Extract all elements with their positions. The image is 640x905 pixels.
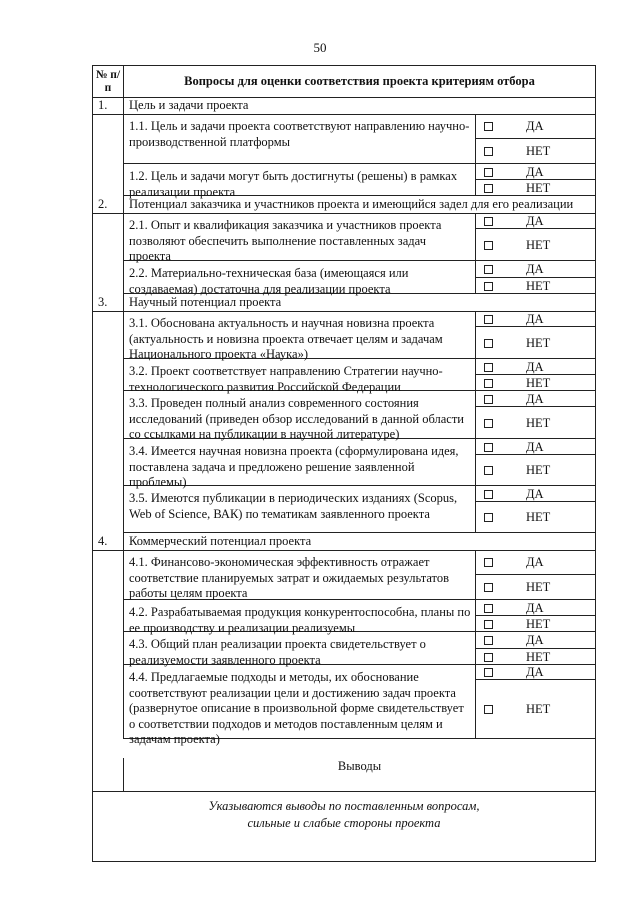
conclusions-note-line1: Указываются выводы по поставленным вопросам, [208,799,480,813]
question-row [93,391,595,439]
question-number-cell [93,439,124,486]
question-text: 3.1. Обоснована актуальность и научная новизна проекта (актуальность и новизна проекта отвечает целям и задачам Национального проекта «Наука») [124,311,476,359]
section-title: Научный потенциал проекта [129,295,282,309]
checkbox-yes[interactable] [484,122,493,131]
checkbox-no[interactable] [484,513,493,522]
question-row [93,311,595,359]
option-yes-label: ДА [526,165,544,179]
option-yes-label: ДА [526,601,544,615]
section-title: Цель и задачи проекта [129,98,249,112]
option-yes-label: ДА [526,360,544,374]
checkbox-no[interactable] [484,583,493,592]
checkbox-no[interactable] [484,466,493,475]
checkbox-yes[interactable] [484,168,493,177]
option-yes [476,439,595,455]
question-number-cell [93,164,124,196]
question-number-cell [93,359,124,391]
header-num-label: № п/п [93,66,124,97]
conclusions-note-line2: сильные и слабые стороны проекта [247,816,441,830]
question-text: 3.2. Проект соответствует направлению Стратегии научно-технологического развития Российской Федерации [124,359,476,391]
question-text: 2.2. Материально-техническая база (имеющаяся или создаваемая) достаточна для реализации проекта [124,261,476,294]
option-no [476,180,595,196]
question-row [93,550,595,600]
option-yes-label: ДА [526,487,544,501]
option-no-label: НЕТ [526,463,551,477]
checkbox-no[interactable] [484,705,493,714]
checkbox-no[interactable] [484,339,493,348]
option-no-label: НЕТ [526,702,551,716]
option-yes [476,311,595,327]
section-row [93,196,595,214]
section-number: 2. [93,196,124,213]
option-no [476,680,595,739]
section-row [93,294,595,312]
question-number-cell [93,213,124,261]
checkbox-yes[interactable] [484,636,493,645]
option-no [476,649,595,665]
section-row [93,533,595,551]
question-row [93,359,595,394]
option-yes [476,600,595,616]
option-yes [476,632,595,649]
option-yes-label: ДА [526,633,544,647]
checkbox-yes[interactable] [484,604,493,613]
option-no-label: НЕТ [526,238,551,252]
checkbox-no[interactable] [484,379,493,388]
question-number-cell [93,311,124,359]
question-text: 3.5. Имеются публикации в периодических изданиях (Scopus, Web of Science, ВАК) по тематикам заявленного проекта [124,486,476,533]
section-title: Потенциал заказчика и участников проекта и имеющийся задел для его реализации [129,197,574,211]
option-no [476,455,595,486]
question-row [93,632,595,665]
option-yes-label: ДА [526,262,544,276]
checkbox-yes[interactable] [484,668,493,677]
option-no-label: НЕТ [526,376,551,390]
checkbox-no[interactable] [484,147,493,156]
option-no-label: НЕТ [526,650,551,664]
question-text: 4.4. Предлагаемые подходы и методы, их обоснование соответствуют реализации цели и достижению задач проекта (развернутое описание в произвольной форме свидетельствует о соответствии подходов и методов поставленным целям и задачам проекта) [124,665,476,739]
checkbox-yes[interactable] [484,217,493,226]
evaluation-table [92,65,596,862]
question-text: 3.4. Имеется научная новизна проекта (сформулирована идея, поставлена задача и предложено решение заявленной проблемы) [124,439,476,486]
question-number-cell [93,665,124,739]
question-number-cell [93,391,124,439]
question-number-cell [93,550,124,600]
checkbox-yes[interactable] [484,265,493,274]
checkbox-no[interactable] [484,419,493,428]
option-yes-label: ДА [526,214,544,228]
checkbox-yes[interactable] [484,490,493,499]
option-no [476,327,595,359]
option-yes-label: ДА [526,119,544,133]
option-yes [476,261,595,278]
question-text: 4.1. Финансово-экономическая эффективность отражает соответствие планируемых затрат и ожидаемых результатов работы целям проекта [124,550,476,600]
option-yes [476,391,595,407]
checkbox-yes[interactable] [484,395,493,404]
option-yes-label: ДА [526,392,544,406]
option-yes [476,665,595,680]
option-no [476,278,595,294]
question-row [93,114,595,164]
option-no-label: НЕТ [526,580,551,594]
option-no [476,407,595,439]
question-number-cell [93,632,124,665]
option-no-label: НЕТ [526,336,551,350]
option-yes [476,550,595,575]
option-yes [476,213,595,229]
option-yes-label: ДА [526,665,544,679]
question-text: 4.2. Разрабатываемая продукция конкурентоспособна, планы по ее производству и реализации реализуемы [124,600,476,632]
option-no [476,375,595,391]
question-row [93,486,595,533]
section-number: 4. [93,533,124,550]
question-text: 4.3. Общий план реализации проекта свидетельствует о реализуемости заявленного проекта [124,632,476,665]
header-title: Вопросы для оценки соответствия проекта критериям отбора [184,74,535,88]
checkbox-yes[interactable] [484,315,493,324]
option-yes-label: ДА [526,555,544,569]
question-number-cell [93,261,124,294]
conclusions-note [93,798,595,832]
option-no-label: НЕТ [526,144,551,158]
option-no-label: НЕТ [526,510,551,524]
option-no [476,229,595,261]
section-title: Коммерческий потенциал проекта [129,534,312,548]
checkbox-yes[interactable] [484,558,493,567]
checkbox-no[interactable] [484,241,493,250]
section-row [93,97,595,115]
option-yes [476,359,595,375]
question-text: 1.2. Цель и задачи могут быть достигнуты (решены) в рамках реализации проекта [124,164,476,196]
checkbox-no[interactable] [484,620,493,629]
option-no [476,139,595,164]
question-row [93,164,595,199]
conclusions-row [93,758,595,792]
question-number-cell [93,600,124,632]
section-number: 1. [93,97,124,114]
option-yes-label: ДА [526,312,544,326]
option-no-label: НЕТ [526,181,551,195]
question-text: 1.1. Цель и задачи проекта соответствуют направлению научно-производственной платформы [124,114,476,164]
option-yes [476,486,595,502]
checkbox-no[interactable] [484,653,493,662]
checkbox-no[interactable] [484,184,493,193]
section-number: 3. [93,294,124,311]
conclusions-title: Выводы [337,759,382,773]
question-row [93,261,595,294]
checkbox-yes[interactable] [484,363,493,372]
option-no-label: НЕТ [526,279,551,293]
option-yes-label: ДА [526,440,544,454]
page-number: 50 [313,40,327,55]
question-row [93,213,595,261]
option-no-label: НЕТ [526,617,551,631]
question-number-cell [93,114,124,164]
option-yes [476,164,595,180]
question-row [93,600,595,635]
question-row [93,665,595,746]
checkbox-yes[interactable] [484,443,493,452]
question-text: 2.1. Опыт и квалификация заказчика и участников проекта позволяют обеспечить выполнение поставленных задач проекта [124,213,476,261]
question-row [93,439,595,489]
option-yes [476,114,595,139]
checkbox-no[interactable] [484,282,493,291]
question-number-cell [93,486,124,533]
option-no [476,502,595,533]
table-header [93,66,595,98]
question-text: 3.3. Проведен полный анализ современного состояния исследований (приведен обзор исследований в данной области со ссылками на публикации в научной литературе) [124,391,476,439]
option-no [476,616,595,632]
option-no-label: НЕТ [526,416,551,430]
option-no [476,575,595,600]
